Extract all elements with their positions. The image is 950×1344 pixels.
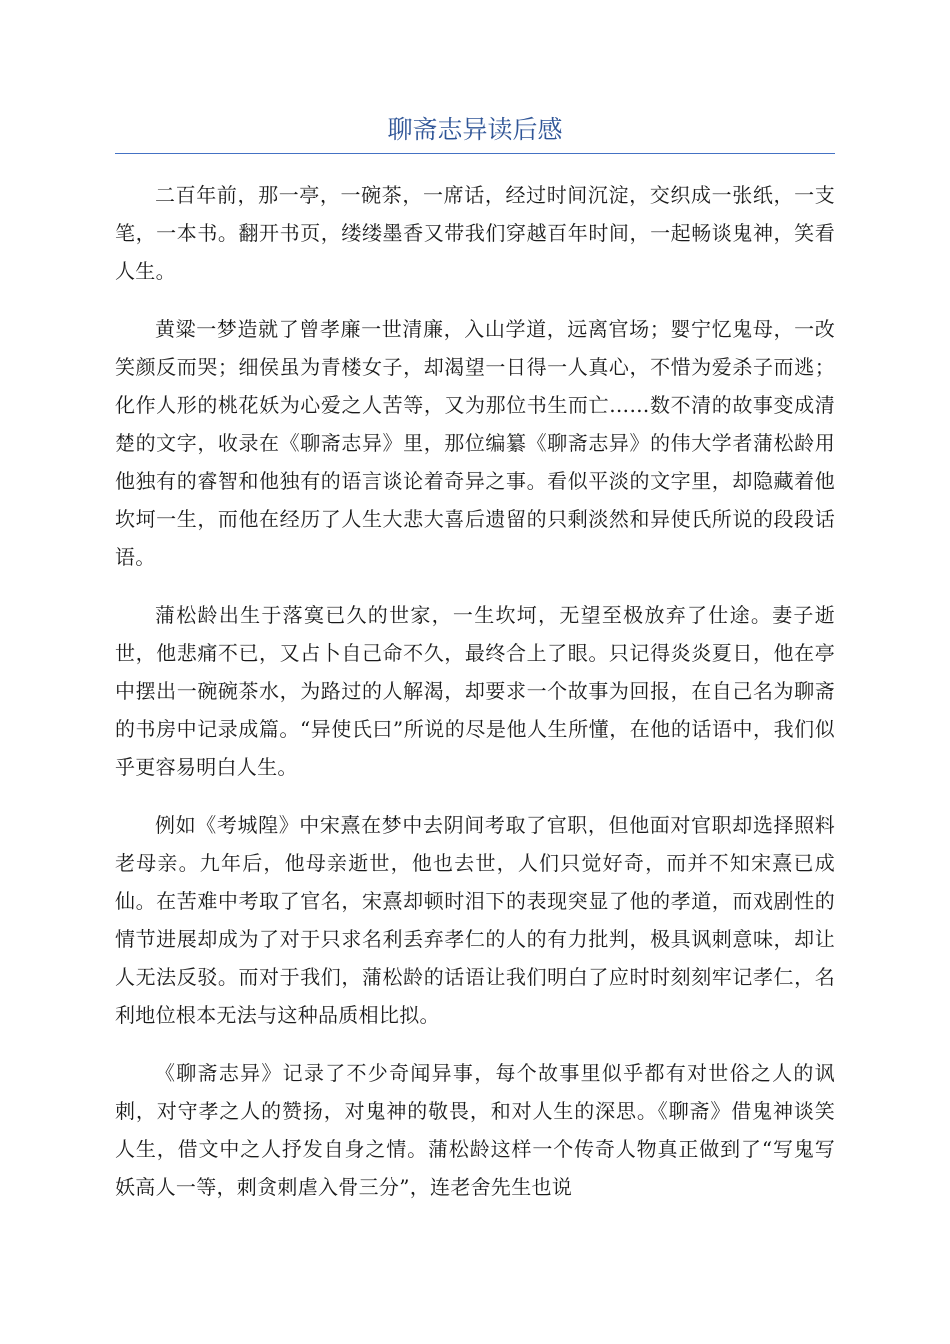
paragraph-2: 黄粱一梦造就了曾孝廉一世清廉，入山学道，远离官场；婴宁忆鬼母，一改笑颜反而哭；细侯虽为青楼女子，却渴望一日得一人真心，不惜为爱杀子而逃；化作人形的桃花妖为心爱之人苦等，又为那位书生而亡……数不清的故事变成清楚的文字，收录在《聊斋志异》里，那位编纂《聊斋志异》的伟大学者蒲松龄用他独有的睿智和他独有的语言谈论着奇异之事。看似平淡的文字里，却隐藏着他坎坷一生，而他在经历了人生大悲大喜后遗留的只剩淡然和异使氏所说的段段话语。 [115, 317, 835, 569]
paragraph-4: 例如《考城隍》中宋熹在梦中去阴间考取了官职，但他面对官职却选择照料老母亲。九年后，他母亲逝世，他也去世，人们只觉好奇，而并不知宋熹已成仙。在苦难中考取了官名，宋熹却顿时泪下的表现突显了他的孝道，而戏剧性的情节进展却成为了对于只求名利丢弃孝仁的人的有力批判，极具讽刺意味，却让人无法反驳。而对于我们，蒲松龄的话语让我们明白了应时时刻刻牢记孝仁，名利地位根本无法与这种品质相比拟。 [115, 813, 835, 1027]
paragraph-5: 《聊斋志异》记录了不少奇闻异事，每个故事里似乎都有对世俗之人的讽刺，对守孝之人的赞扬，对鬼神的敬畏，和对人生的深思。《聊斋》借鬼神谈笑人生，借文中之人抒发自身之情。蒲松龄这样一个传奇人物真正做到了“写鬼写妖高人一等，刺贪刺虐入骨三分”，连老舍先生也说 [115, 1061, 835, 1199]
document-body [115, 176, 835, 1206]
page-title: 聊斋志异读后感 [115, 112, 835, 154]
paragraph-3: 蒲松龄出生于落寞已久的世家，一生坎坷，无望至极放弃了仕途。妻子逝世，他悲痛不已，又占卜自己命不久，最终合上了眼。只记得炎炎夏日，他在亭中摆出一碗碗茶水，为路过的人解渴，却要求一个故事为回报，在自己名为聊斋的书房中记录成篇。“异使氏曰”所说的尽是他人生所懂，在他的话语中，我们似乎更容易明白人生。 [115, 603, 835, 779]
paragraph-1: 二百年前，那一亭，一碗茶，一席话，经过时间沉淀，交织成一张纸，一支笔，一本书。翻开书页，缕缕墨香又带我们穿越百年时间，一起畅谈鬼神，笑看人生。 [115, 183, 835, 283]
document-page [115, 112, 835, 1226]
